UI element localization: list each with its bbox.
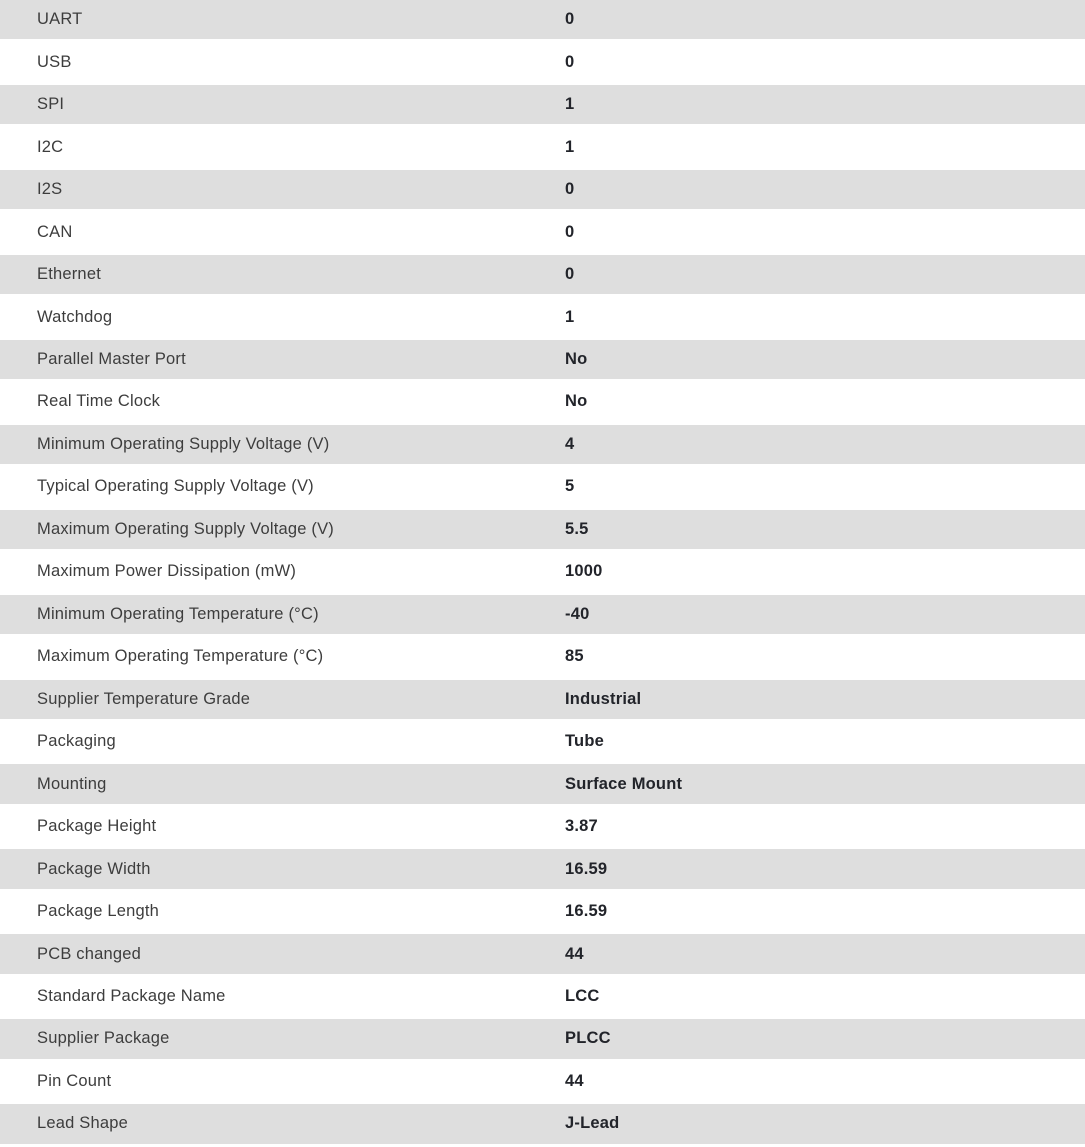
spec-value: 1000	[565, 562, 603, 581]
table-row	[0, 934, 1085, 976]
table-row	[0, 127, 1085, 169]
spec-label: Maximum Operating Temperature (°C)	[37, 647, 324, 666]
table-row	[0, 680, 1085, 722]
spec-label: Minimum Operating Supply Voltage (V)	[37, 434, 330, 453]
spec-value: 0	[565, 265, 575, 284]
spec-label: Real Time Clock	[37, 392, 161, 411]
spec-value: Surface Mount	[565, 774, 683, 793]
table-row	[0, 552, 1085, 594]
spec-label: Maximum Power Dissipation (mW)	[37, 562, 297, 581]
table-row	[0, 892, 1085, 934]
table-row	[0, 1104, 1085, 1146]
spec-label: Minimum Operating Temperature (°C)	[37, 604, 319, 623]
spec-value: 85	[565, 647, 584, 666]
spec-value: 0	[565, 52, 575, 71]
spec-value: 44	[565, 1071, 584, 1090]
spec-label: Packaging	[37, 732, 116, 751]
spec-label: Watchdog	[37, 307, 113, 326]
spec-label: Parallel Master Port	[37, 349, 186, 368]
spec-value: J-Lead	[565, 1114, 620, 1133]
spec-value: 44	[565, 944, 584, 963]
spec-value: 0	[565, 180, 575, 199]
spec-label: Maximum Operating Supply Voltage (V)	[37, 519, 334, 538]
spec-value: 16.59	[565, 859, 608, 878]
spec-label: Package Height	[37, 817, 157, 836]
table-row	[0, 212, 1085, 254]
spec-label: SPI	[37, 95, 65, 114]
spec-value: LCC	[565, 987, 600, 1006]
spec-value: 16.59	[565, 902, 608, 921]
spec-label: CAN	[37, 222, 73, 241]
spec-label: Mounting	[37, 774, 107, 793]
spec-value: 0	[565, 222, 575, 241]
table-row	[0, 425, 1085, 467]
table-row	[0, 382, 1085, 424]
spec-value: PLCC	[565, 1029, 611, 1048]
table-row	[0, 85, 1085, 127]
spec-value: 4	[565, 434, 575, 453]
spec-label: Package Width	[37, 859, 151, 878]
table-row	[0, 637, 1085, 679]
spec-label: Supplier Temperature Grade	[37, 689, 251, 708]
table-row	[0, 255, 1085, 297]
spec-value: No	[565, 392, 588, 411]
spec-label: UART	[37, 10, 83, 29]
spec-value: 1	[565, 307, 575, 326]
spec-label: Supplier Package	[37, 1029, 170, 1048]
table-row	[0, 722, 1085, 764]
spec-value: 1	[565, 95, 575, 114]
table-row	[0, 1062, 1085, 1104]
table-row	[0, 340, 1085, 382]
table-row	[0, 467, 1085, 509]
spec-label: Package Length	[37, 902, 160, 921]
table-row	[0, 977, 1085, 1019]
spec-value: No	[565, 349, 588, 368]
table-row	[0, 510, 1085, 552]
spec-label: Typical Operating Supply Voltage (V)	[37, 477, 314, 496]
spec-label: Ethernet	[37, 265, 101, 284]
table-row	[0, 170, 1085, 212]
spec-label: I2C	[37, 137, 64, 156]
table-row	[0, 595, 1085, 637]
table-row	[0, 849, 1085, 891]
table-row	[0, 0, 1085, 42]
spec-value: 5	[565, 477, 575, 496]
spec-value: 1	[565, 137, 575, 156]
table-row	[0, 764, 1085, 806]
spec-label: I2S	[37, 180, 63, 199]
spec-label: Pin Count	[37, 1071, 112, 1090]
spec-value: -40	[565, 604, 590, 623]
table-row	[0, 42, 1085, 84]
spec-value: 3.87	[565, 817, 598, 836]
table-row	[0, 807, 1085, 849]
table-row	[0, 1019, 1085, 1061]
spec-label: Standard Package Name	[37, 987, 226, 1006]
table-row	[0, 297, 1085, 339]
spec-label: USB	[37, 52, 72, 71]
spec-value: 0	[565, 10, 575, 29]
spec-label: PCB changed	[37, 944, 142, 963]
spec-value: 5.5	[565, 519, 589, 538]
spec-label: Lead Shape	[37, 1114, 129, 1133]
spec-value: Tube	[565, 732, 604, 751]
spec-value: Industrial	[565, 689, 642, 708]
